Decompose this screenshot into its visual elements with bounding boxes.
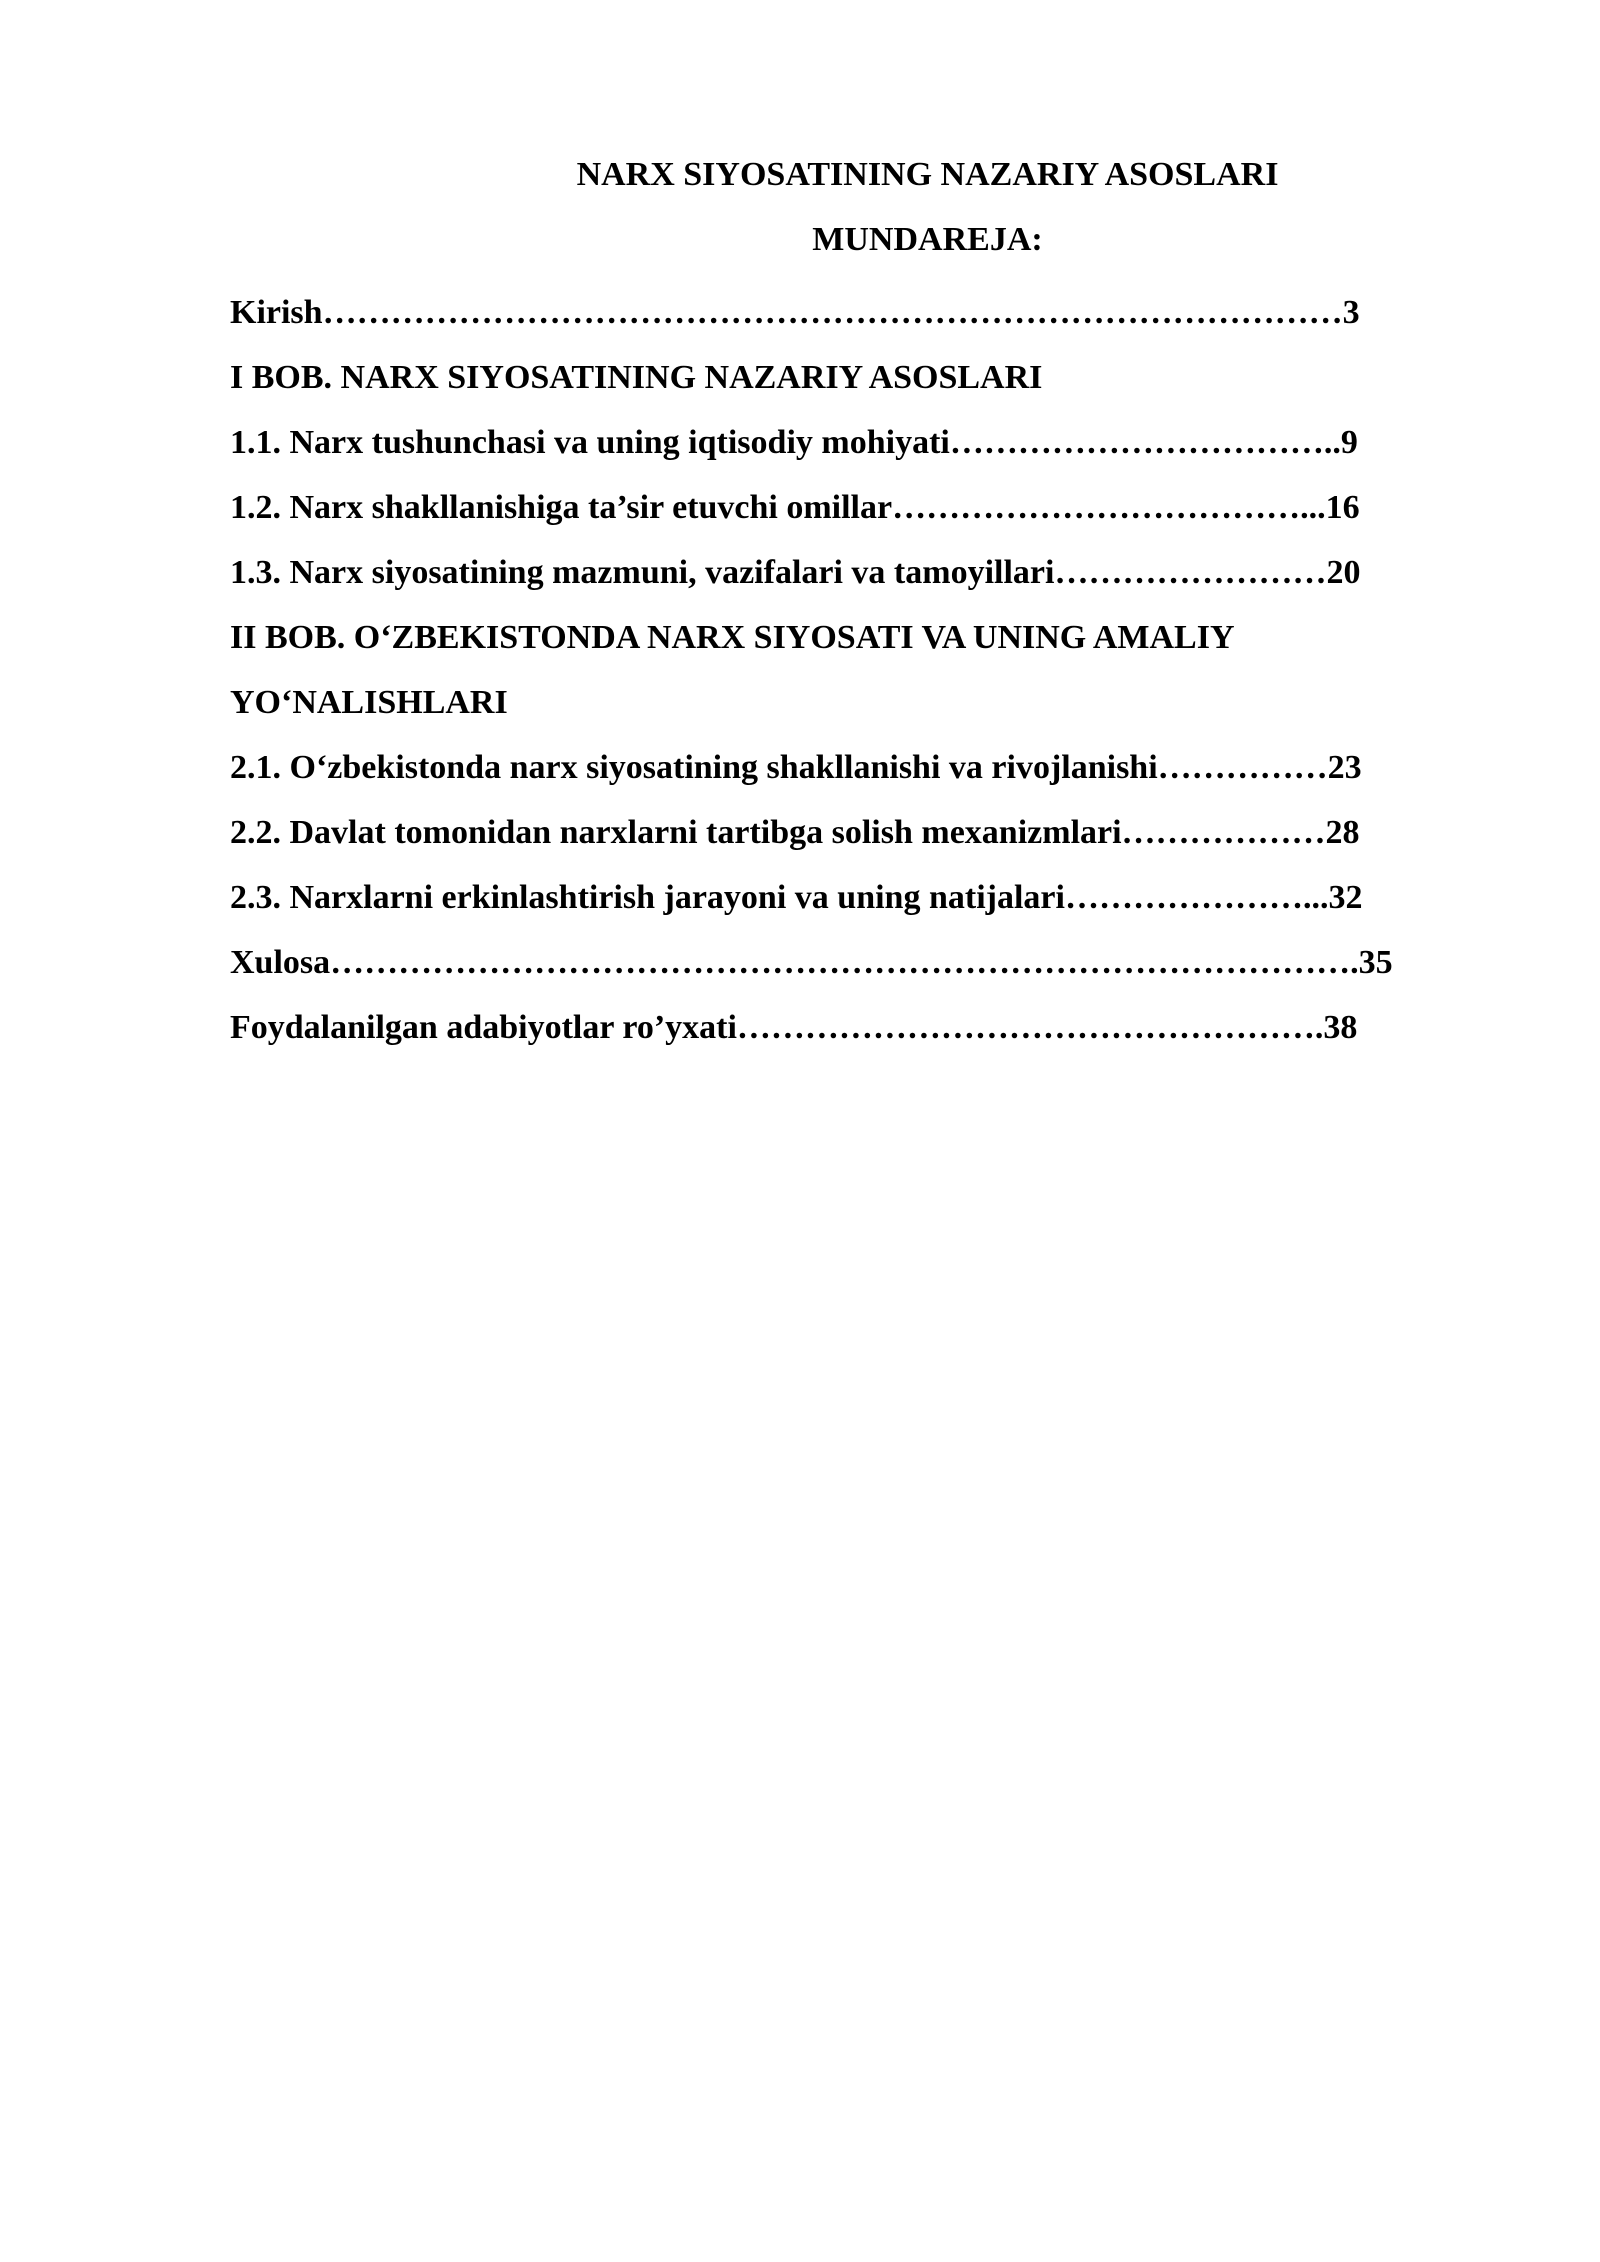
toc-entry-2-3: 2.3. Narxlarni erkinlashtirish jarayoni va uning natijalari…………………...32 xyxy=(230,879,1363,916)
toc-entry-chapter-1: I BOB. NARX SIYOSATINING NAZARIY ASOSLARI xyxy=(230,359,1043,396)
toc-entry-chapter-2: II BOB. O‘ZBEKISTONDA NARX SIYOSATI VA UNING AMALIY YO‘NALISHLARI xyxy=(230,619,1234,721)
toc-entry-kirish: Kirish………………………………………………………………………………3 xyxy=(230,294,1360,331)
toc-heading: MUNDAREJA: xyxy=(812,221,1043,258)
toc-entry-xulosa: Xulosa……………………………………………………………………………….35 xyxy=(230,944,1393,981)
toc-entry-1-3: 1.3. Narx siyosatining mazmuni, vazifalari va tamoyillari……………………20 xyxy=(230,554,1361,591)
document-title: NARX SIYOSATINING NAZARIY ASOSLARI xyxy=(576,156,1279,193)
toc-entry-2-2: 2.2. Davlat tomonidan narxlarni tartibga solish mexanizmlari………………28 xyxy=(230,814,1360,851)
table-of-contents xyxy=(230,280,1485,1060)
toc-entry-1-2: 1.2. Narx shakllanishiga ta’sir etuvchi omillar………………………………...16 xyxy=(230,489,1360,526)
toc-entry-1-1: 1.1. Narx tushunchasi va uning iqtisodiy mohiyati……………………………..9 xyxy=(230,424,1358,461)
toc-entry-2-1: 2.1. O‘zbekistonda narx siyosatining shakllanishi va rivojlanishi……………23 xyxy=(230,749,1362,786)
toc-entry-bibliography: Foydalanilgan adabiyotlar ro’yxati…………………………………………….38 xyxy=(230,1009,1358,1046)
